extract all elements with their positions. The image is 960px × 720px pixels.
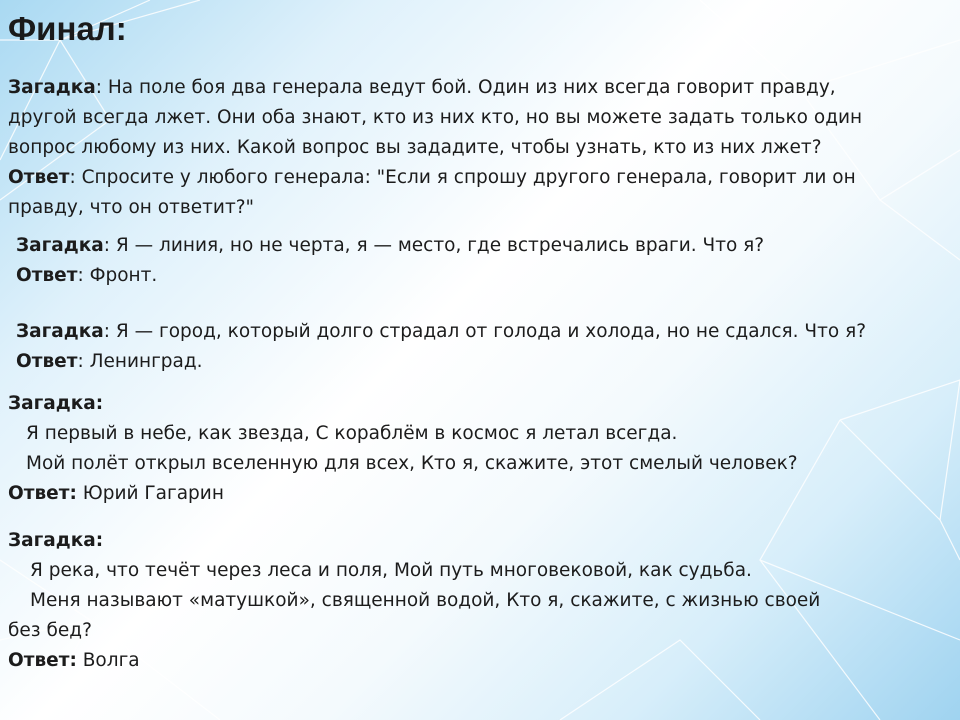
riddle-question-line: Я река, что течёт через леса и поля, Мой путь многовековой, как судьба. — [30, 560, 752, 581]
riddle-question-line: На поле боя два генерала ведут бой. Один из них всегда говорит правду, — [107, 77, 836, 98]
riddle-answer: Юрий Гагарин — [82, 483, 224, 504]
riddle-answer-line: Спросите у любого генерала: "Если я спрошу другого генерала, говорит ли он — [81, 167, 856, 188]
riddle-answer: Ленинград. — [89, 351, 203, 372]
riddle-question-line: без бед? — [8, 620, 92, 641]
riddle-question: Я — город, который долго страдал от голода и холода, но не сдался. Что я? — [115, 321, 867, 342]
riddle-answer: Волга — [82, 650, 140, 671]
riddle-label: Загадка — [16, 235, 104, 256]
riddle-question-line: Мой полёт открыл вселенную для всех, Кто я, скажите, этот смелый человек? — [26, 453, 798, 474]
riddle-answer: Фронт. — [89, 265, 158, 286]
riddle-5: Загадка: Я река, что течёт через леса и поля, Мой путь многовековой, как судьба. Меня называют «матушкой», священной водой, Кто я, скажите, с жизнью своей без бед? Ответ: Волга — [8, 526, 928, 676]
riddle-label: Загадка — [16, 321, 104, 342]
riddle-question-line: Я первый в небе, как звезда, С кораблём в космос я летал всегда. — [26, 423, 678, 444]
riddle-question: Я — линия, но не черта, я — место, где встречались враги. Что я? — [115, 235, 765, 256]
riddle-2: Загадка: Я — линия, но не черта, я — место, где встречались враги. Что я? Ответ: Фронт. — [16, 235, 765, 286]
riddle-4: Загадка: Я первый в небе, как звезда, С кораблём в космос я летал всегда. Мой полёт открыл вселенную для всех, Кто я, скажите, этот смелый человек? Ответ: Юрий Гагарин — [8, 389, 928, 509]
slide-title: Финал: — [8, 10, 127, 47]
riddle-question-line: другой всегда лжет. Они оба знают, кто из них кто, но вы можете задать только один — [8, 107, 863, 128]
answer-label: Ответ — [8, 167, 70, 188]
riddle-label: Загадка — [8, 393, 96, 414]
riddle-3: Загадка: Я — город, который долго страдал от голода и холода, но не сдался. Что я? Ответ: Ленинград. — [16, 321, 867, 372]
answer-label: Ответ — [8, 483, 70, 504]
riddle-1: Загадка: На поле боя два генерала ведут бой. Один из них всегда говорит правду, другой всегда лжет. Они оба знают, кто из них кто, но вы можете задать только один вопрос любому из них. Какой вопрос вы зададите, чтобы узнать, кто из них лжет? Ответ: Спросите у любого генерала: "Если я спрошу другого генерала, говорит ли он правду, что он ответит?" — [8, 73, 928, 223]
riddle-question-line: вопрос любому из них. Какой вопрос вы зададите, чтобы узнать, кто из них лжет? — [8, 137, 822, 158]
riddle-question-line: Меня называют «матушкой», священной водой, Кто я, скажите, с жизнью своей — [30, 590, 821, 611]
riddle-label: Загадка — [8, 77, 96, 98]
riddle-answer-line: правду, что он ответит?" — [8, 197, 255, 218]
answer-label: Ответ — [16, 351, 78, 372]
answer-label: Ответ — [8, 650, 70, 671]
answer-label: Ответ — [16, 265, 78, 286]
riddle-label: Загадка — [8, 530, 96, 551]
